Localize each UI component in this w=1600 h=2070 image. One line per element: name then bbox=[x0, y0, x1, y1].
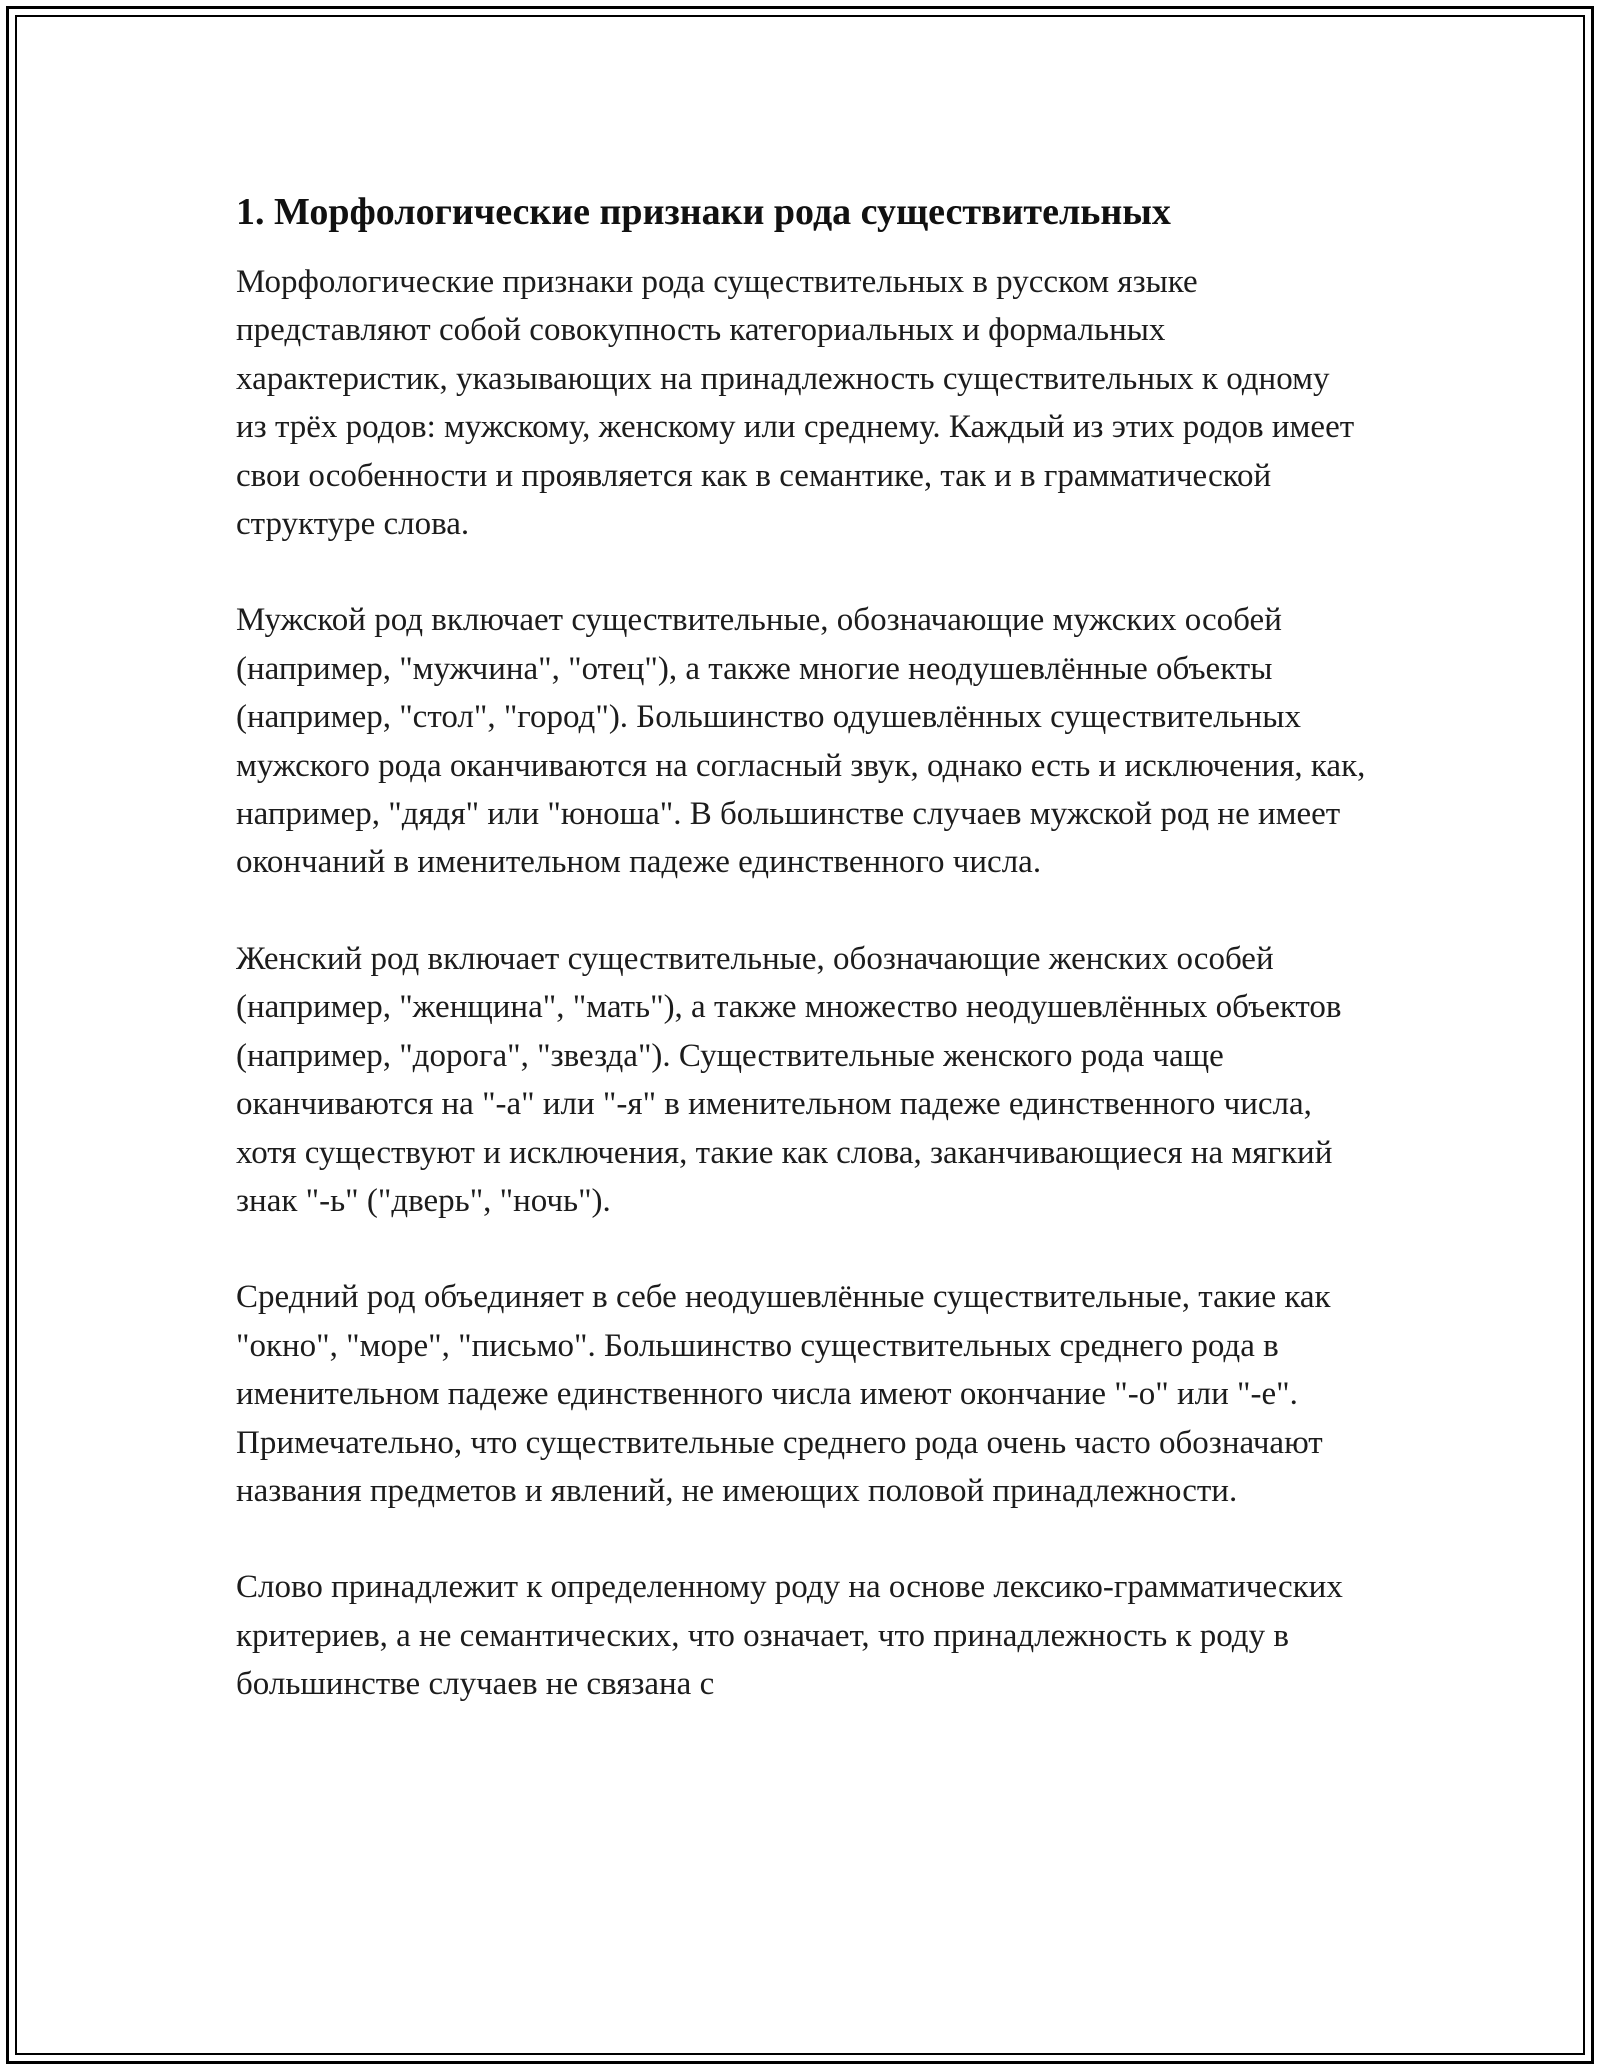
document-body bbox=[236, 186, 1366, 1757]
paragraph-intro: Морфологические признаки рода существительных в русском языке представляют собой совокупность категориальных и формальных характеристик, указывающих на принадлежность существительных к одному из трёх родов: мужскому, женскому или среднему. Каждый из этих родов имеет свои особенности и проявляется как в семантике, так и в грамматической структуре слова. bbox=[236, 264, 1355, 543]
paragraph-criteria: Слово принадлежит к определенному роду на основе лексико-грамматических критериев, а не семантических, что означает, что принадлежность к роду в большинстве случаев не связана с bbox=[236, 1569, 1343, 1703]
section-heading: 1. Морфологические признаки рода существительных bbox=[236, 191, 1171, 233]
paragraph-neuter: Средний род объединяет в себе неодушевлённые существительные, такие как "окно", "море", "письмо". Большинство существительных среднего рода в именительном падеже единственного числа имеют окончание "-о" или "-е". Примечательно, что существительные среднего рода очень часто обозначают названия предметов и явлений, не имеющих половой принадлежности. bbox=[236, 1279, 1331, 1509]
paragraph-masculine: Мужской род включает существительные, обозначающие мужских особей (например, "мужчина", "отец"), а также многие неодушевлённые объекты (например, "стол", "город"). Большинство одушевлённых существительных мужского рода оканчиваются на согласный звук, однако есть и исключения, как, например, "дядя" или "юноша". В большинстве случаев мужской род не имеет окончаний в именительном падеже единственного числа. bbox=[236, 602, 1366, 881]
paragraph-feminine: Женский род включает существительные, обозначающие женских особей (например, "женщина", "мать"), а также множество неодушевлённых объектов (например, "дорога", "звезда"). Существительные женского рода чаще оканчиваются на "-а" или "-я" в именительном падеже единственного числа, хотя существуют и исключения, такие как слова, заканчивающиеся на мягкий знак "-ь" ("дверь", "ночь"). bbox=[236, 940, 1342, 1219]
